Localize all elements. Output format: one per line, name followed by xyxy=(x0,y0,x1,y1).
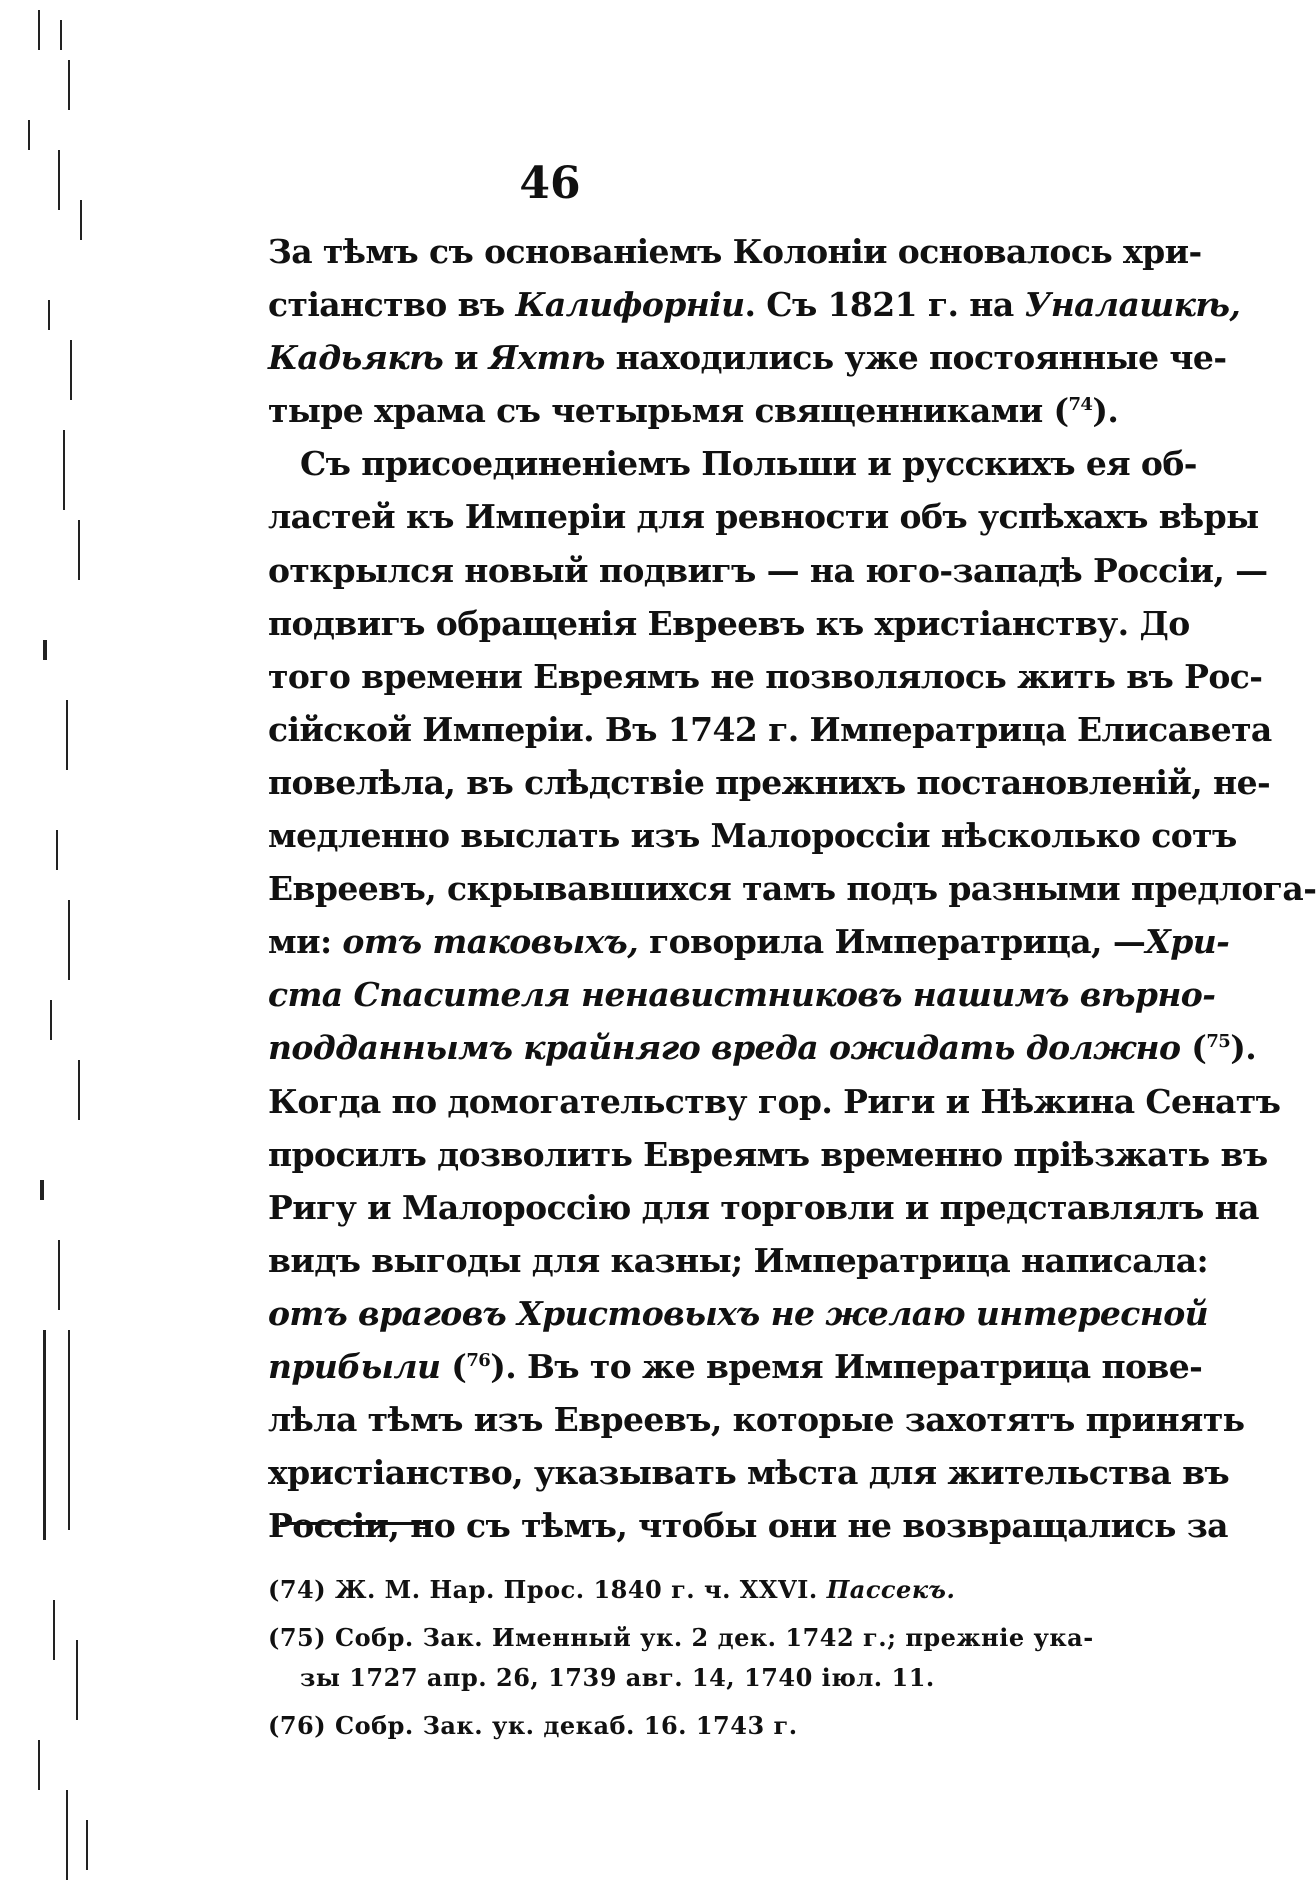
text-line: сійской Имперіи. Въ 1742 г. Императрица Елисавета xyxy=(268,709,1272,749)
text-line: подвигъ обращенія Евреевъ къ христіанству. До xyxy=(268,603,1190,643)
footnote-75-continued: зы 1727 апр. 26, 1739 авг. 14, 1740 іюл. 11. xyxy=(300,1663,935,1692)
text-line: За тѣмъ съ основаніемъ Колоніи основалось хри- xyxy=(268,232,1202,271)
text-line: Когда по домогательству гор. Риги и Нѣжина Сенатъ xyxy=(268,1081,1281,1121)
body-text xyxy=(268,225,1316,1552)
text-line: ми: отъ таковыхъ, говорила Императрица, —Хри- xyxy=(268,922,1230,962)
emphasis: Уналашкѣ, xyxy=(1024,285,1241,325)
text-line: открылся новый подвигъ — на юго-западѣ Россіи, — xyxy=(268,550,1268,590)
emphasis: Хри- xyxy=(1145,922,1230,962)
emphasis: Кадьякѣ xyxy=(268,338,444,378)
footnote-ref: 76 xyxy=(466,1349,491,1371)
emphasis: Пассекъ. xyxy=(826,1575,956,1604)
footnote-75: (75) Собр. Зак. Именный ук. 2 дек. 1742 г.; прежніе ука- xyxy=(268,1623,1094,1652)
text-line: прибыли ($^{76}$). Въ то же время Императрица пове- xyxy=(268,1346,1203,1386)
emphasis: отъ таковыхъ, xyxy=(342,922,639,962)
text-line: Кадьякѣ и Яхтѣ находились уже постоянные че- xyxy=(268,338,1227,378)
text-line: тыре храма съ четырьмя священниками ($^{74}$). xyxy=(268,391,1119,431)
emphasis: Калифорніи xyxy=(515,285,745,325)
footnote-ref: 75 xyxy=(1206,1031,1231,1053)
emphasis: Яхтѣ xyxy=(488,338,605,378)
text-line: Ригу и Малороссію для торговли и представлялъ на xyxy=(268,1187,1259,1227)
paragraph-2 xyxy=(268,437,1316,1552)
text-line: видъ выгоды для казны; Императрица написала: xyxy=(268,1240,1209,1280)
emphasis: отъ враговъ Христовыхъ не желаю интересной xyxy=(268,1293,1209,1333)
text-line xyxy=(268,968,1216,1021)
text-line xyxy=(268,1287,1209,1340)
text-line: Евреевъ, скрывавшихся тамъ подъ разными предлога- xyxy=(268,869,1316,909)
scan-margin-artifacts xyxy=(8,0,98,1896)
text-line: лѣла тѣмъ изъ Евреевъ, которые захотятъ принять xyxy=(268,1400,1245,1440)
text-line: христіанство, указывать мѣста для жительства въ xyxy=(268,1453,1230,1493)
text-line: медленно выслать изъ Малороссіи нѣсколько сотъ xyxy=(268,816,1237,856)
emphasis: прибыли xyxy=(268,1346,441,1386)
emphasis: ста Спасителя ненавистниковъ нашимъ вѣрно- xyxy=(268,975,1216,1015)
text-line: подданнымъ крайняго вреда ожидать должно ($^{75}$). xyxy=(268,1028,1257,1068)
footnote-ref: 74 xyxy=(1068,394,1093,416)
footnote-74: (74) Ж. М. Нар. Прос. 1840 г. ч. XXVI. Пассекъ. xyxy=(268,1575,956,1604)
footnotes xyxy=(268,1570,1094,1746)
paragraph-1 xyxy=(268,225,1241,437)
text-line: Россіи, но съ тѣмъ, чтобы они не возвращались за xyxy=(268,1506,1228,1546)
footnote-divider xyxy=(280,1522,430,1525)
text-line: просилъ дозволить Евреямъ временно пріѣзжать въ xyxy=(268,1134,1268,1174)
emphasis: подданнымъ крайняго вреда ожидать должно xyxy=(268,1028,1181,1068)
page-number: 46 xyxy=(519,158,581,209)
text-line: стіанство въ Калифорніи. Съ 1821 г. на Уналашкѣ, xyxy=(268,285,1241,325)
text-line: Съ присоединеніемъ Польши и русскихъ ея об- xyxy=(300,444,1197,484)
text-line: повелѣла, въ слѣдствіе прежнихъ постановленій, не- xyxy=(268,762,1271,802)
text-line: того времени Евреямъ не позволялось жить въ Рос- xyxy=(268,656,1263,696)
footnote-76: (76) Собр. Зак. ук. декаб. 16. 1743 г. xyxy=(268,1711,798,1740)
text-line: ластей къ Имперіи для ревности объ успѣхахъ вѣры xyxy=(268,497,1259,537)
